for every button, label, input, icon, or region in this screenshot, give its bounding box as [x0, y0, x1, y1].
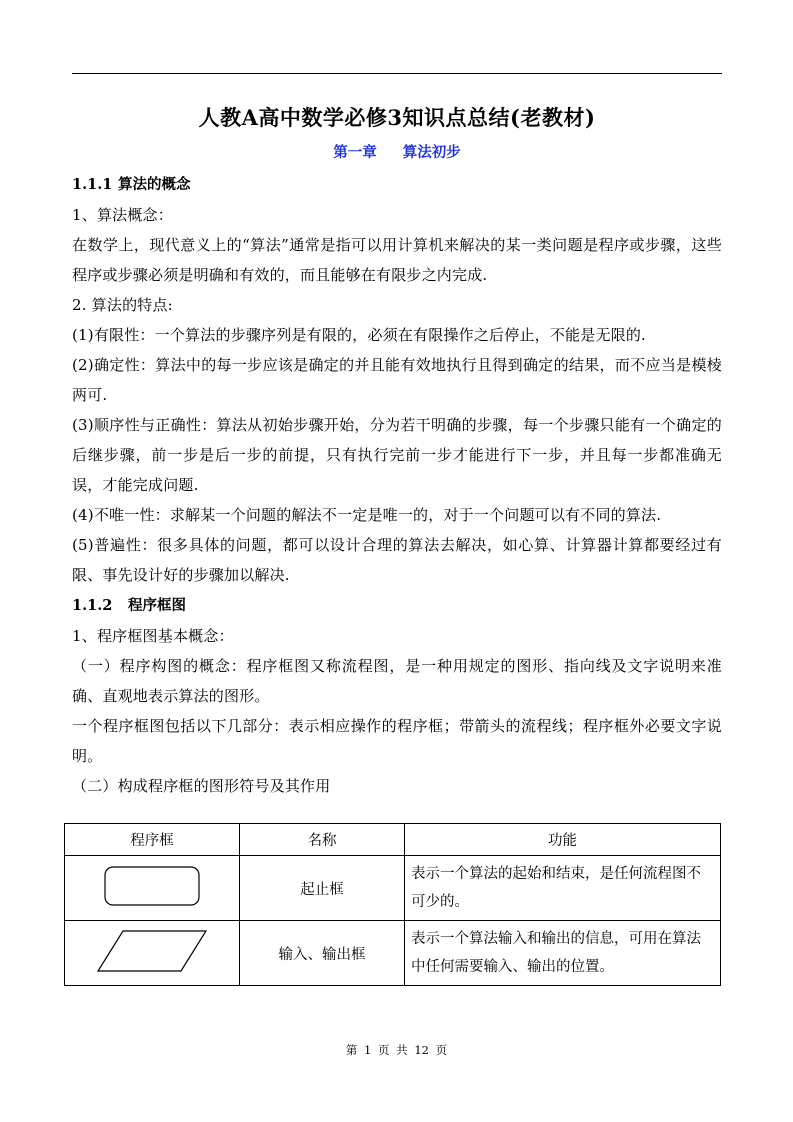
symbol-name: 输入、输出框: [240, 921, 405, 986]
symbol-function: 表示一个算法的起始和结束，是任何流程图不可少的。: [405, 856, 721, 921]
symbol-function: 表示一个算法输入和输出的信息，可用在算法中任何需要输入、输出的位置。: [405, 921, 721, 986]
paragraph: 一个程序框图包括以下几部分：表示相应操作的程序框；带箭头的流程线；程序框外必要文字说明。: [72, 717, 722, 765]
table-header-cell: 程序框: [65, 824, 240, 856]
table-header-row: [65, 824, 721, 856]
paragraph: (3)顺序性与正确性：算法从初始步骤开始，分为若干明确的步骤，每一个步骤只能有一个确定的后继步骤，前一步是后一步的前提，只有执行完前一步才能进行下一步，并且每一步都准确无误，才能完成问题.: [72, 416, 722, 494]
symbol-name: 起止框: [240, 856, 405, 921]
table-header-cell: 功能: [405, 824, 721, 856]
paragraph: 1、算法概念：: [72, 206, 173, 224]
page-number-footer: 第 1 页 共 12 页: [345, 1043, 448, 1057]
table-row: [65, 921, 721, 986]
section-number: 1.1.1: [72, 176, 113, 193]
header-rule: [72, 73, 722, 74]
table-header-cell: 名称: [240, 824, 405, 856]
paragraph: 2. 算法的特点:: [72, 296, 173, 314]
table-row: [65, 856, 721, 921]
chapter-title: [72, 137, 722, 169]
section-title: 程序框图: [128, 597, 186, 614]
section-number: 1.1.2: [72, 597, 113, 614]
paragraph: 1、程序框图基本概念：: [72, 627, 234, 645]
chapter-name: 算法初步: [402, 144, 461, 161]
paragraph: (2)确定性：算法中的每一步应该是确定的并且能有效地执行且得到确定的结果，而不应当是模棱两可.: [72, 356, 722, 404]
paragraph: (1)有限性：一个算法的步骤序列是有限的，必须在有限操作之后停止，不能是无限的.: [72, 326, 647, 344]
symbol-cell: [65, 856, 240, 921]
paragraph: （一）程序构图的概念：程序框图又称流程图，是一种用规定的图形、指向线及文字说明来准确、直观地表示算法的图形。: [72, 657, 722, 705]
section-heading-1-1-2: [72, 590, 722, 621]
document-body: [72, 99, 722, 801]
section-title: 算法的概念: [118, 176, 191, 193]
paragraph: 在数学上，现代意义上的“算法”通常是指可以用计算机来解决的某一类问题是程序或步骤，这些程序或步骤必须是明确和有效的，而且能够在有限步之内完成.: [72, 236, 722, 284]
flowchart-symbol-table: [64, 823, 721, 986]
symbol-cell: [65, 921, 240, 986]
parallelogram-icon: [95, 928, 209, 974]
paragraph: (4)不唯一性：求解某一个问题的解法不一定是唯一的，对于一个问题可以有不同的算法.: [72, 506, 662, 524]
paragraph: (5)普遍性：很多具体的问题，都可以设计合理的算法去解决，如心算、计算器计算都要经过有限、事先设计好的步骤加以解决.: [72, 536, 722, 584]
chapter-label: 第一章: [333, 144, 377, 161]
rounded-rectangle-icon: [102, 864, 202, 908]
document-title: 人教A高中数学必修3知识点总结(老教材): [198, 105, 596, 130]
paragraph: （二）构成程序框的图形符号及其作用: [72, 777, 331, 795]
section-heading-1-1-1: [72, 169, 722, 200]
